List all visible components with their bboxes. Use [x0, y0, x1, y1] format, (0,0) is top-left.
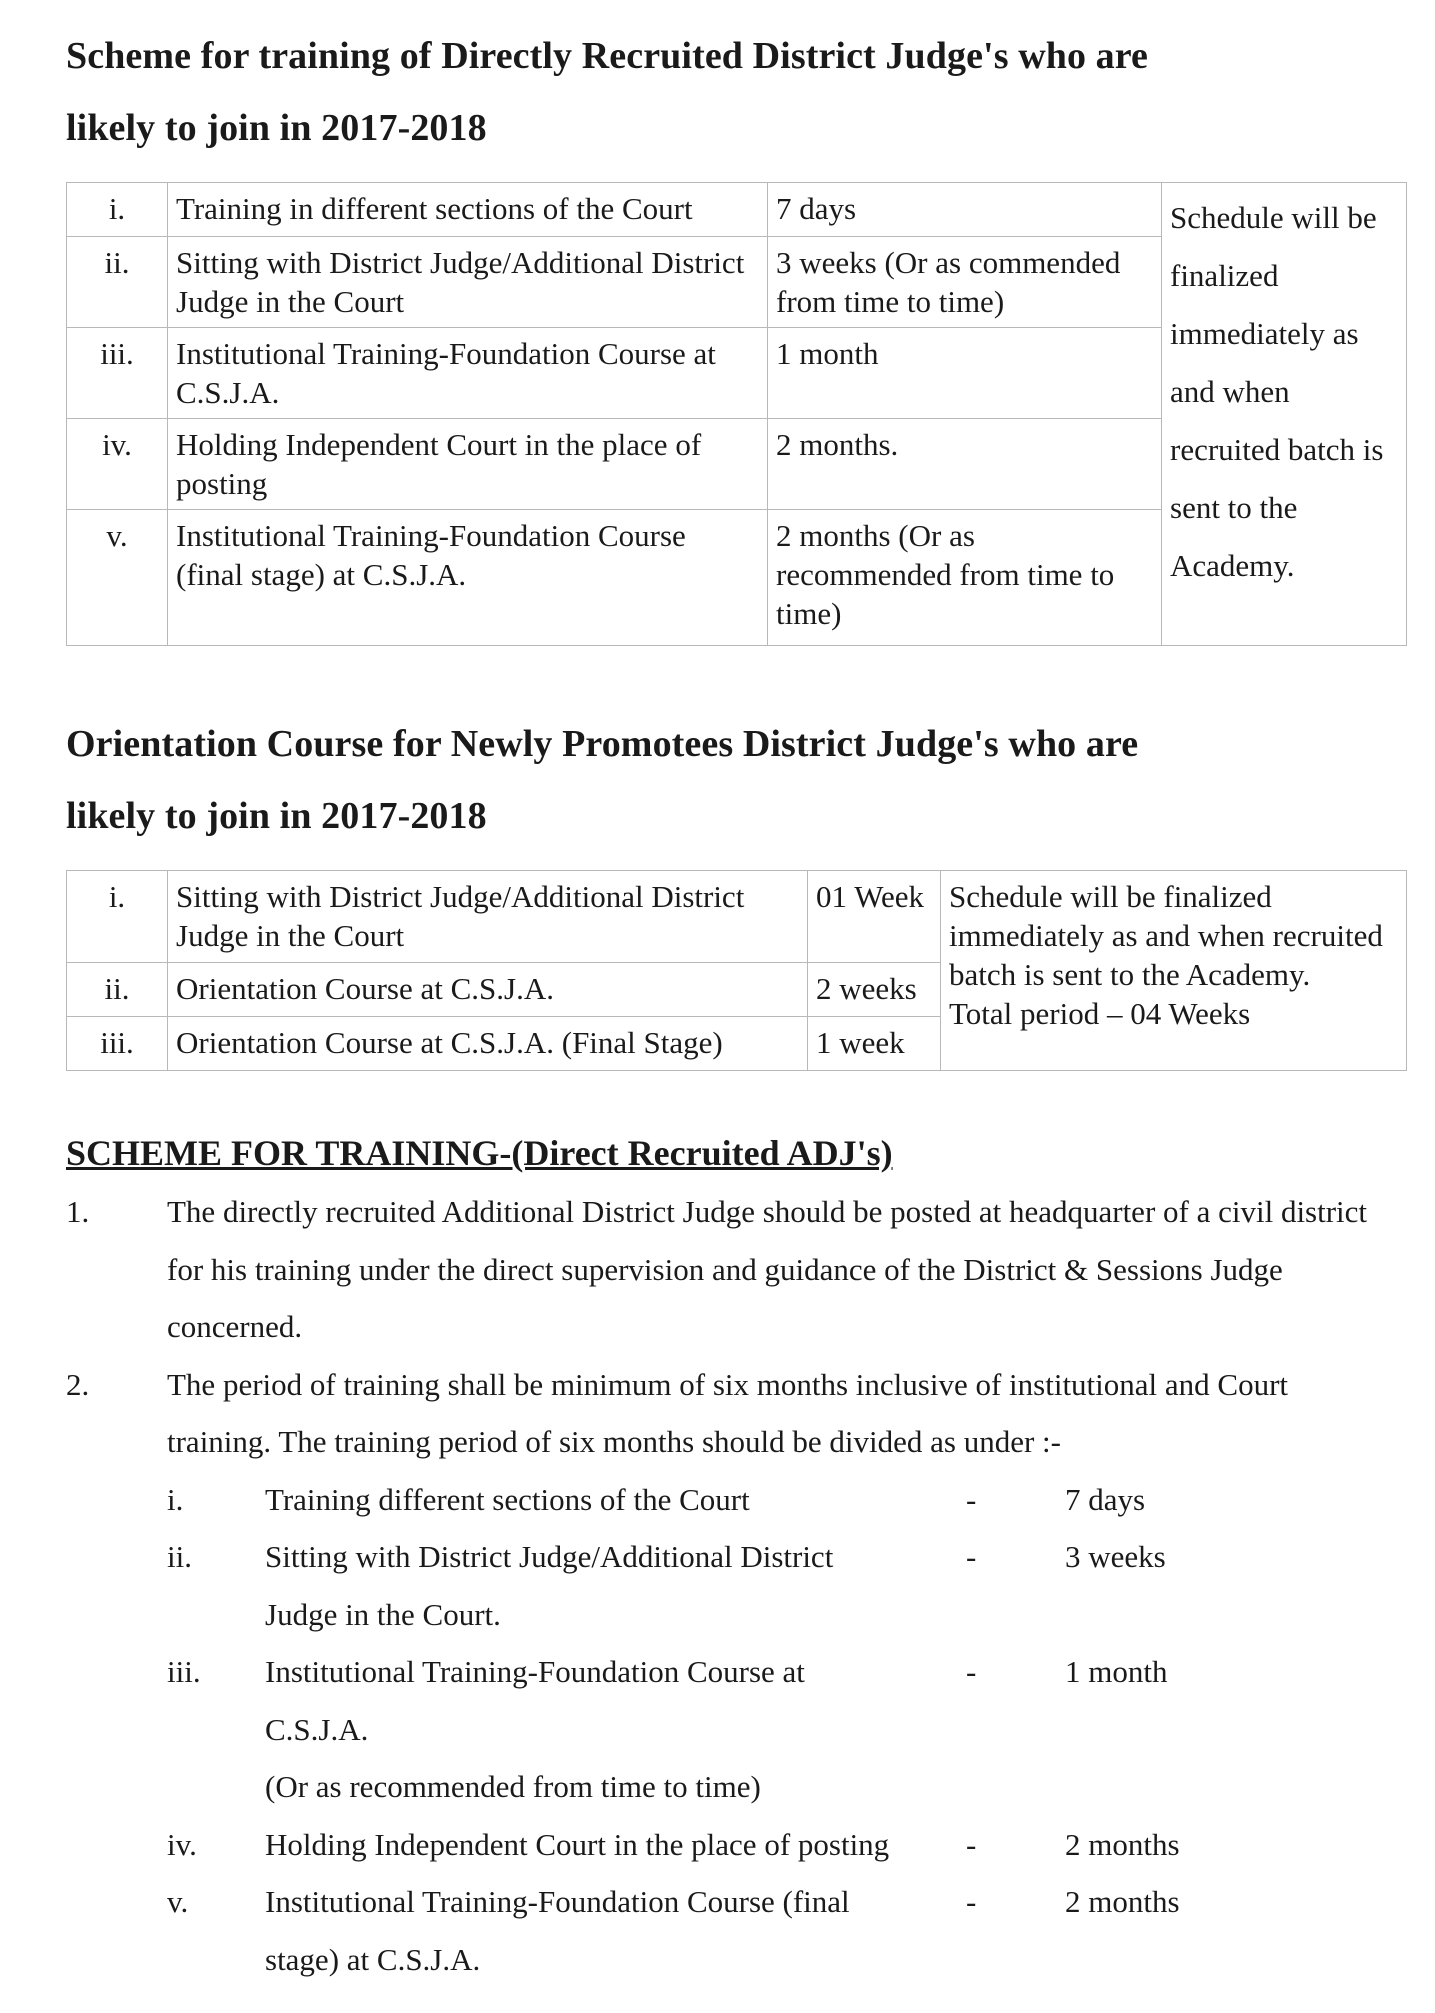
- item-number: iv.: [167, 1826, 197, 1862]
- row-activity: Institutional Training-Foundation Course at C.S.J.A.: [168, 328, 768, 419]
- section1-title-line2: likely to join in 2017-2018: [66, 107, 487, 149]
- item-dash: -: [966, 1539, 977, 1574]
- row-duration: 2 weeks: [808, 963, 941, 1017]
- item-duration: 2 months: [1065, 1884, 1180, 1919]
- item-text: Holding Independent Court in the place of posting: [265, 1826, 890, 1862]
- row-duration: 2 months (Or as recommended from time to time): [768, 510, 1162, 646]
- row-number: iii.: [67, 328, 168, 419]
- section3-title: SCHEME FOR TRAINING-(Direct Recruited ADJ's): [66, 1133, 893, 1173]
- row-activity: Orientation Course at C.S.J.A. (Final Stage): [168, 1017, 808, 1071]
- row-duration: 01 Week: [808, 871, 941, 963]
- list-item: [66, 1873, 1406, 1988]
- row-number: v.: [67, 510, 168, 646]
- section1-title-line1: Scheme for training of Directly Recruited District Judge's who are: [66, 35, 1149, 77]
- list-item: [66, 1816, 1406, 1874]
- list-item: [66, 1471, 1406, 1529]
- paragraph-number: 1.: [66, 1194, 90, 1229]
- row-duration: 1 month: [768, 328, 1162, 419]
- item-dash: -: [966, 1884, 977, 1919]
- paragraph-number: 2.: [66, 1366, 90, 1402]
- item-number: i.: [167, 1481, 184, 1517]
- table-row: [67, 871, 1407, 963]
- item-note: (Or as recommended from time to time): [265, 1769, 761, 1804]
- row-number: i.: [67, 871, 168, 963]
- row-activity: Training in different sections of the Court: [168, 183, 768, 237]
- row-duration: 2 months.: [768, 419, 1162, 510]
- schedule-note: Schedule will be finalized immediately as and when recruited batch is sent to the Academy.: [1162, 183, 1407, 646]
- item-number: ii.: [167, 1539, 192, 1574]
- row-activity: Sitting with District Judge/Additional District Judge in the Court: [168, 237, 768, 328]
- row-activity: Institutional Training-Foundation Course (final stage) at C.S.J.A.: [168, 510, 768, 646]
- row-activity: Sitting with District Judge/Additional District Judge in the Court: [168, 871, 808, 963]
- list-item: [66, 1643, 1406, 1816]
- document-page: [66, 20, 1406, 1988]
- row-number: iii.: [67, 1017, 168, 1071]
- section2-title-line1: Orientation Course for Newly Promotees District Judge's who are: [66, 723, 1139, 765]
- paragraph-2: [66, 1356, 1406, 1471]
- row-number: i.: [67, 183, 168, 237]
- section2-orientation-table: [66, 870, 1407, 1071]
- total-period: Total period – 04 Weeks: [949, 996, 1251, 1031]
- table-row: [67, 183, 1407, 237]
- paragraph-text: The directly recruited Additional District Judge should be posted at headquarter of a civil district for his training under the direct supervision and guidance of the District & Sessions Judge concerned.: [167, 1194, 1368, 1344]
- schedule-note: [941, 871, 1407, 1071]
- row-activity: Orientation Course at C.S.J.A.: [168, 963, 808, 1017]
- row-activity: Holding Independent Court in the place of posting: [168, 419, 768, 510]
- row-number: iv.: [67, 419, 168, 510]
- item-duration: 1 month: [1065, 1654, 1168, 1689]
- item-number: iii.: [167, 1654, 201, 1689]
- section2-title-line2: likely to join in 2017-2018: [66, 795, 487, 837]
- list-item: [66, 1528, 1406, 1643]
- paragraph-text: The period of training shall be minimum of six months inclusive of institutional and Court training. The training period of six months should be divided as under :-: [167, 1366, 1289, 1459]
- item-text: Sitting with District Judge/Additional District Judge in the Court.: [265, 1539, 834, 1632]
- item-text: Institutional Training-Foundation Course at C.S.J.A.: [265, 1654, 805, 1747]
- item-dash: -: [966, 1826, 977, 1862]
- item-dash: -: [966, 1481, 977, 1517]
- section1-title: [66, 20, 1406, 164]
- item-duration: 3 weeks: [1065, 1539, 1166, 1574]
- row-duration: 3 weeks (Or as commended from time to time): [768, 237, 1162, 328]
- item-dash: -: [966, 1654, 977, 1689]
- item-duration: 2 months: [1065, 1826, 1180, 1862]
- row-duration: 1 week: [808, 1017, 941, 1071]
- row-number: ii.: [67, 237, 168, 328]
- item-text: Training different sections of the Court: [265, 1481, 750, 1517]
- item-number: v.: [167, 1884, 189, 1919]
- section2-title: [66, 708, 1406, 852]
- item-duration: 7 days: [1065, 1481, 1146, 1517]
- item-text: Institutional Training-Foundation Course (final stage) at C.S.J.A.: [265, 1884, 850, 1977]
- section1-training-table: [66, 182, 1407, 646]
- schedule-note-text: Schedule will be finalized immediately as and when recruited batch is sent to the Academy.: [949, 879, 1383, 992]
- paragraph-1: [66, 1183, 1406, 1356]
- row-number: ii.: [67, 963, 168, 1017]
- row-duration: 7 days: [768, 183, 1162, 237]
